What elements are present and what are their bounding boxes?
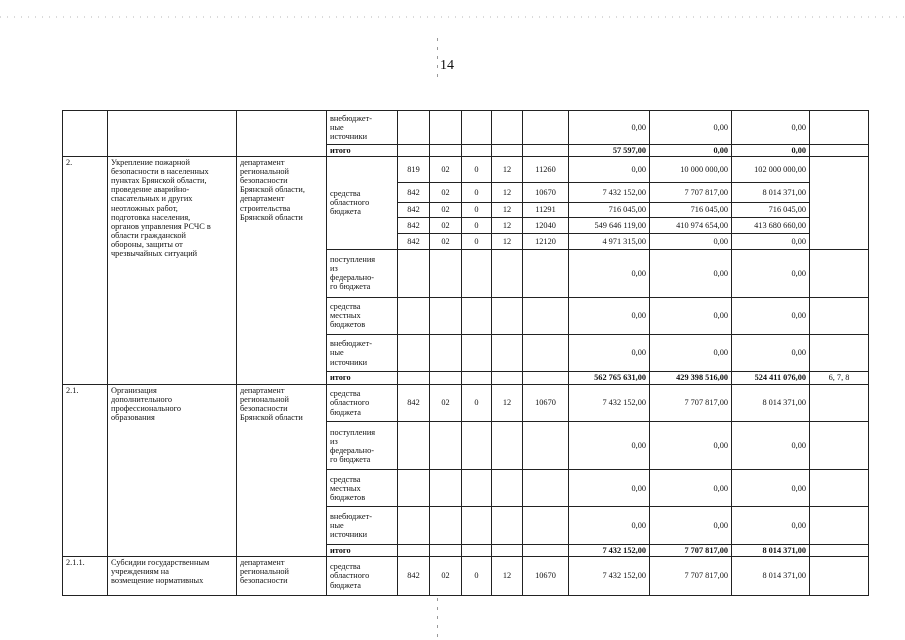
code-rz: 02	[430, 218, 462, 233]
code-pr: 0	[462, 218, 492, 233]
indicator-ref	[810, 249, 869, 297]
code-pr	[462, 297, 492, 334]
sum-year-1: 549 646 119,00	[569, 218, 650, 233]
code-program	[492, 144, 523, 156]
code-program	[492, 249, 523, 297]
code-pr: 0	[462, 202, 492, 217]
code-rz: 02	[430, 384, 462, 422]
sum-year-2: 410 974 654,00	[650, 218, 732, 233]
responsible-dept: департамент региональной безопасности Брянской области	[237, 384, 327, 557]
code-rz	[430, 422, 462, 470]
code-program	[492, 111, 523, 145]
responsible-dept	[237, 111, 327, 157]
sum-year-3: 0,00	[732, 507, 810, 545]
code-program: 12	[492, 156, 523, 183]
sum-year-1: 0,00	[569, 422, 650, 470]
sum-year-3: 413 680 660,00	[732, 218, 810, 233]
code-rz	[430, 507, 462, 545]
sum-year-3: 8 014 371,00	[732, 384, 810, 422]
code-program	[492, 372, 523, 384]
indicator-ref	[810, 470, 869, 507]
code-grbs: 842	[398, 557, 430, 596]
code-rz	[430, 470, 462, 507]
funding-source: средства местных бюджетов	[327, 297, 398, 334]
scan-dotted-line	[0, 16, 905, 18]
code-program	[492, 507, 523, 545]
sum-year-1: 0,00	[569, 470, 650, 507]
sum-year-2: 0,00	[650, 507, 732, 545]
sum-year-1: 0,00	[569, 334, 650, 372]
code-grbs	[398, 249, 430, 297]
code-pr	[462, 249, 492, 297]
code-rz: 02	[430, 557, 462, 596]
code-grbs	[398, 544, 430, 556]
code-program: 12	[492, 384, 523, 422]
code-rz: 02	[430, 183, 462, 202]
measure-name	[108, 111, 237, 157]
code-pr	[462, 144, 492, 156]
code-grbs	[398, 334, 430, 372]
sum-year-2: 7 707 817,00	[650, 557, 732, 596]
sum-year-1: 0,00	[569, 297, 650, 334]
indicator-ref	[810, 334, 869, 372]
page-number: 14	[440, 58, 454, 73]
funding-source: итого	[327, 544, 398, 556]
indicator-ref	[810, 297, 869, 334]
sum-year-1: 4 971 315,00	[569, 233, 650, 249]
code-grbs	[398, 470, 430, 507]
sum-year-2: 0,00	[650, 470, 732, 507]
code-pr: 0	[462, 557, 492, 596]
code-direction	[523, 297, 569, 334]
table-row	[63, 557, 869, 596]
sum-year-1: 7 432 152,00	[569, 557, 650, 596]
code-direction: 10670	[523, 384, 569, 422]
indicator-ref	[810, 544, 869, 556]
code-program: 12	[492, 557, 523, 596]
sum-year-1: 7 432 152,00	[569, 183, 650, 202]
code-pr	[462, 422, 492, 470]
sum-year-1: 0,00	[569, 507, 650, 545]
code-direction	[523, 544, 569, 556]
code-pr	[462, 507, 492, 545]
sum-year-3: 0,00	[732, 111, 810, 145]
sum-year-1: 562 765 631,00	[569, 372, 650, 384]
responsible-dept: департамент региональной безопасности	[237, 557, 327, 596]
code-grbs	[398, 507, 430, 545]
sum-year-1: 7 432 152,00	[569, 544, 650, 556]
funding-source: поступления из федерально- го бюджета	[327, 249, 398, 297]
funding-source: итого	[327, 144, 398, 156]
sum-year-2: 429 398 516,00	[650, 372, 732, 384]
code-direction: 10670	[523, 183, 569, 202]
sum-year-2: 7 707 817,00	[650, 384, 732, 422]
indicator-ref	[810, 507, 869, 545]
sum-year-2: 0,00	[650, 144, 732, 156]
sum-year-3: 0,00	[732, 334, 810, 372]
code-direction	[523, 422, 569, 470]
code-grbs: 842	[398, 218, 430, 233]
responsible-dept: департамент региональной безопасности Брянской области, департамент строительства Брянской области	[237, 156, 327, 384]
code-direction	[523, 470, 569, 507]
code-direction: 11291	[523, 202, 569, 217]
sum-year-2: 7 707 817,00	[650, 183, 732, 202]
sum-year-1: 0,00	[569, 249, 650, 297]
sum-year-3: 102 000 000,00	[732, 156, 810, 183]
code-grbs	[398, 297, 430, 334]
fold-line-top	[437, 38, 438, 82]
code-direction: 12040	[523, 218, 569, 233]
funding-source: итого	[327, 372, 398, 384]
code-rz: 02	[430, 202, 462, 217]
indicator-ref	[810, 557, 869, 596]
sum-year-3: 8 014 371,00	[732, 183, 810, 202]
sum-year-3: 524 411 076,00	[732, 372, 810, 384]
code-program	[492, 544, 523, 556]
code-direction	[523, 111, 569, 145]
indicator-ref	[810, 384, 869, 422]
sum-year-2: 716 045,00	[650, 202, 732, 217]
sum-year-3: 8 014 371,00	[732, 544, 810, 556]
code-pr	[462, 334, 492, 372]
code-program	[492, 297, 523, 334]
row-number: 2.1.1.	[63, 557, 108, 596]
row-number: 2.	[63, 156, 108, 384]
sum-year-1: 7 432 152,00	[569, 384, 650, 422]
funding-source: внебюджет- ные источники	[327, 111, 398, 145]
code-rz	[430, 249, 462, 297]
code-pr: 0	[462, 233, 492, 249]
code-direction: 11260	[523, 156, 569, 183]
indicator-ref	[810, 422, 869, 470]
sum-year-2: 0,00	[650, 233, 732, 249]
code-program: 12	[492, 233, 523, 249]
code-direction	[523, 144, 569, 156]
sum-year-3: 0,00	[732, 422, 810, 470]
sum-year-3: 0,00	[732, 470, 810, 507]
funding-source: поступления из федерально- го бюджета	[327, 422, 398, 470]
code-pr: 0	[462, 384, 492, 422]
code-direction	[523, 372, 569, 384]
funding-source: средства местных бюджетов	[327, 470, 398, 507]
code-direction: 12120	[523, 233, 569, 249]
funding-source: внебюджет- ные источники	[327, 507, 398, 545]
code-rz	[430, 144, 462, 156]
code-pr: 0	[462, 183, 492, 202]
fold-line-bottom	[437, 598, 438, 640]
sum-year-3: 8 014 371,00	[732, 557, 810, 596]
sum-year-2: 0,00	[650, 111, 732, 145]
code-grbs: 842	[398, 233, 430, 249]
funding-source: средства областного бюджета	[327, 384, 398, 422]
code-program	[492, 422, 523, 470]
sum-year-2: 10 000 000,00	[650, 156, 732, 183]
row-number	[63, 111, 108, 157]
measure-name: Субсидии государственным учреждениям на возмещение нормативных	[108, 557, 237, 596]
table-row	[63, 384, 869, 422]
indicator-ref	[810, 144, 869, 156]
measure-name: Укрепление пожарной безопасности в населенных пунктах Брянской области, проведение аварийно- спасательных и других неотложных работ, подготовка населения, органов управления РСЧС в области гражданской обороны, защиты от чрезвычайных ситуаций	[108, 156, 237, 384]
code-rz: 02	[430, 233, 462, 249]
code-rz	[430, 297, 462, 334]
code-program: 12	[492, 218, 523, 233]
sum-year-1: 0,00	[569, 156, 650, 183]
code-rz	[430, 544, 462, 556]
indicator-ref	[810, 111, 869, 145]
code-direction	[523, 249, 569, 297]
sum-year-3: 0,00	[732, 233, 810, 249]
code-grbs	[398, 372, 430, 384]
code-rz	[430, 372, 462, 384]
sum-year-2: 0,00	[650, 422, 732, 470]
code-grbs: 842	[398, 183, 430, 202]
code-program: 12	[492, 183, 523, 202]
code-grbs: 842	[398, 384, 430, 422]
funding-source: внебюджет- ные источники	[327, 334, 398, 372]
code-direction	[523, 334, 569, 372]
code-program	[492, 334, 523, 372]
code-pr: 0	[462, 156, 492, 183]
code-pr	[462, 470, 492, 507]
code-grbs: 819	[398, 156, 430, 183]
sum-year-2: 0,00	[650, 297, 732, 334]
indicator-ref	[810, 156, 869, 249]
code-grbs	[398, 111, 430, 145]
sum-year-2: 7 707 817,00	[650, 544, 732, 556]
code-rz	[430, 111, 462, 145]
code-grbs: 842	[398, 202, 430, 217]
sum-year-1: 716 045,00	[569, 202, 650, 217]
code-pr	[462, 111, 492, 145]
code-rz: 02	[430, 156, 462, 183]
measure-name: Организация дополнительного профессионального образования	[108, 384, 237, 557]
table-row	[63, 156, 869, 183]
indicator-ref: 6, 7, 8	[810, 372, 869, 384]
code-program: 12	[492, 202, 523, 217]
code-grbs	[398, 422, 430, 470]
funding-source: средства областного бюджета	[327, 557, 398, 596]
sum-year-3: 0,00	[732, 297, 810, 334]
code-pr	[462, 372, 492, 384]
code-direction: 10670	[523, 557, 569, 596]
code-direction	[523, 507, 569, 545]
sum-year-2: 0,00	[650, 334, 732, 372]
sum-year-1: 57 597,00	[569, 144, 650, 156]
sum-year-3: 0,00	[732, 144, 810, 156]
code-program	[492, 470, 523, 507]
budget-table	[62, 110, 869, 596]
sum-year-3: 0,00	[732, 249, 810, 297]
sum-year-1: 0,00	[569, 111, 650, 145]
table-row	[63, 111, 869, 145]
row-number: 2.1.	[63, 384, 108, 557]
code-rz	[430, 334, 462, 372]
code-pr	[462, 544, 492, 556]
code-grbs	[398, 144, 430, 156]
sum-year-3: 716 045,00	[732, 202, 810, 217]
sum-year-2: 0,00	[650, 249, 732, 297]
funding-source: средства областного бюджета	[327, 156, 398, 249]
